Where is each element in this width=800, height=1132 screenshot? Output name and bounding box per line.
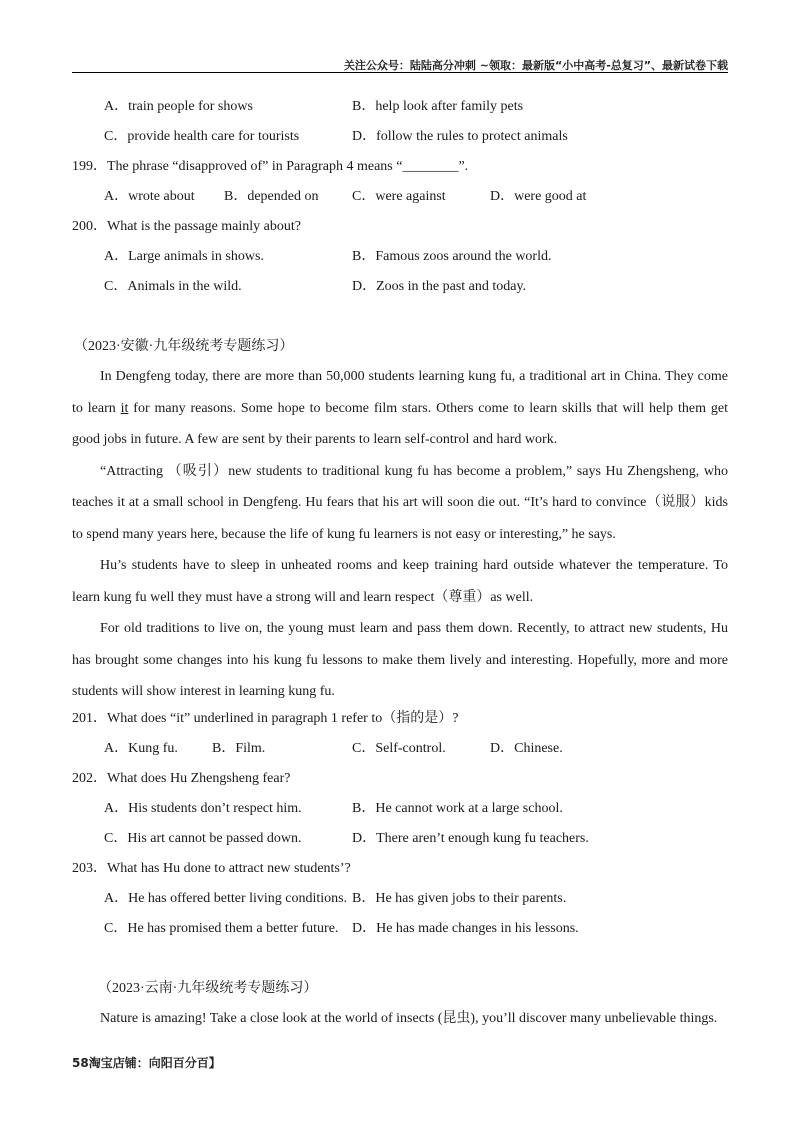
q201-option-a[interactable]: A．Kung fu.	[104, 741, 178, 756]
q200-option-d[interactable]: D．Zoos in the past and today.	[352, 279, 527, 294]
q198-option-b[interactable]: B．help look after family pets	[352, 99, 524, 114]
passage1-p1-text-a: In Dengfeng today, there are more than 50,000 students learning kung fu, a traditional art in China. They come to learn	[72, 369, 728, 416]
q198-option-c[interactable]: C．provide health care for tourists	[104, 129, 300, 144]
q202-option-b[interactable]: B．He cannot work at a large school.	[352, 801, 563, 816]
q203-stem: 203．What has Hu done to attract new students’?	[72, 861, 351, 876]
q203-option-d[interactable]: D．He has made changes in his lessons.	[352, 921, 579, 936]
passage1-paragraph-2: “Attracting （吸引）new students to traditional kung fu has become a problem,” says Hu Zhengsheng, who teaches it at a small school in Dengfeng. Hu fears that his art will soon die out. “It’s hard to convince（说服）kids to spend many years here, because the life of kung fu learners is not easy or interesting,” he says.	[72, 463, 728, 542]
q199-option-c[interactable]: C．were against	[352, 189, 446, 204]
q201-option-c[interactable]: C．Self-control.	[352, 741, 446, 756]
passage1-body	[72, 361, 728, 708]
q202-option-d[interactable]: D．There aren’t enough kung fu teachers.	[352, 831, 589, 846]
q199-option-d[interactable]: D．were good at	[490, 189, 587, 204]
q200-option-c[interactable]: C．Animals in the wild.	[104, 279, 242, 294]
page-footer: 58淘宝店铺：向阳百分百】	[72, 1056, 221, 1070]
q198-option-d[interactable]: D．follow the rules to protect animals	[352, 129, 568, 144]
passage1-paragraph-3: Hu’s students have to sleep in unheated rooms and keep training hard outside whatever the temperature. To learn kung fu well they must have a strong will and learn respect（尊重）as well.	[72, 558, 728, 605]
q203-option-a[interactable]: A．He has offered better living conditions.	[104, 891, 348, 906]
q200-option-b[interactable]: B．Famous zoos around the world.	[352, 249, 552, 264]
passage2-source: （2023·云南·九年级统考专题练习）	[98, 981, 318, 996]
passage1-source: （2023·安徽·九年级统考专题练习）	[74, 339, 294, 354]
q198-option-a[interactable]: A．train people for shows	[104, 99, 253, 114]
passage1-paragraph-1	[72, 361, 728, 456]
q200-option-a[interactable]: A．Large animals in shows.	[104, 249, 264, 264]
q201-option-d[interactable]: D．Chinese.	[490, 741, 563, 756]
q201-option-b[interactable]: B．Film.	[212, 741, 266, 756]
q199-option-a[interactable]: A．wrote about	[104, 189, 195, 204]
header-divider	[72, 72, 728, 73]
page-header: 关注公众号：陆陆高分冲刺 ~领取：最新版“小中高考-总复习”、最新试卷下载	[343, 59, 728, 72]
q199-option-b[interactable]: B．depended on	[224, 189, 319, 204]
passage1-paragraph-4: For old traditions to live on, the young must learn and pass them down. Recently, to attract new students, Hu has brought some changes into his kung fu lessons to make them lively and interesting. Hopefully, more and more students will show interest in learning kung fu.	[72, 621, 728, 699]
q200-stem: 200．What is the passage mainly about?	[72, 219, 301, 234]
q201-stem: 201．What does “it” underlined in paragraph 1 refer to（指的是）?	[72, 711, 459, 726]
q203-option-c[interactable]: C．He has promised them a better future.	[104, 921, 339, 936]
q202-option-c[interactable]: C．His art cannot be passed down.	[104, 831, 302, 846]
q202-stem: 202．What does Hu Zhengsheng fear?	[72, 771, 291, 786]
passage2-paragraph-1: Nature is amazing! Take a close look at the world of insects (昆虫), you’ll discover many unbelievable things.	[100, 1011, 718, 1026]
q203-option-b[interactable]: B．He has given jobs to their parents.	[352, 891, 567, 906]
q202-option-a[interactable]: A．His students don’t respect him.	[104, 801, 302, 816]
underlined-it: it	[120, 400, 129, 416]
q199-stem: 199．The phrase “disapproved of” in Paragraph 4 means “________”.	[72, 159, 469, 174]
passage1-p1-text-b: for many reasons. Some hope to become film stars. Others come to learn skills that will help them get good jobs in future. A few are sent by their parents to learn self-control and hard work.	[72, 400, 728, 447]
